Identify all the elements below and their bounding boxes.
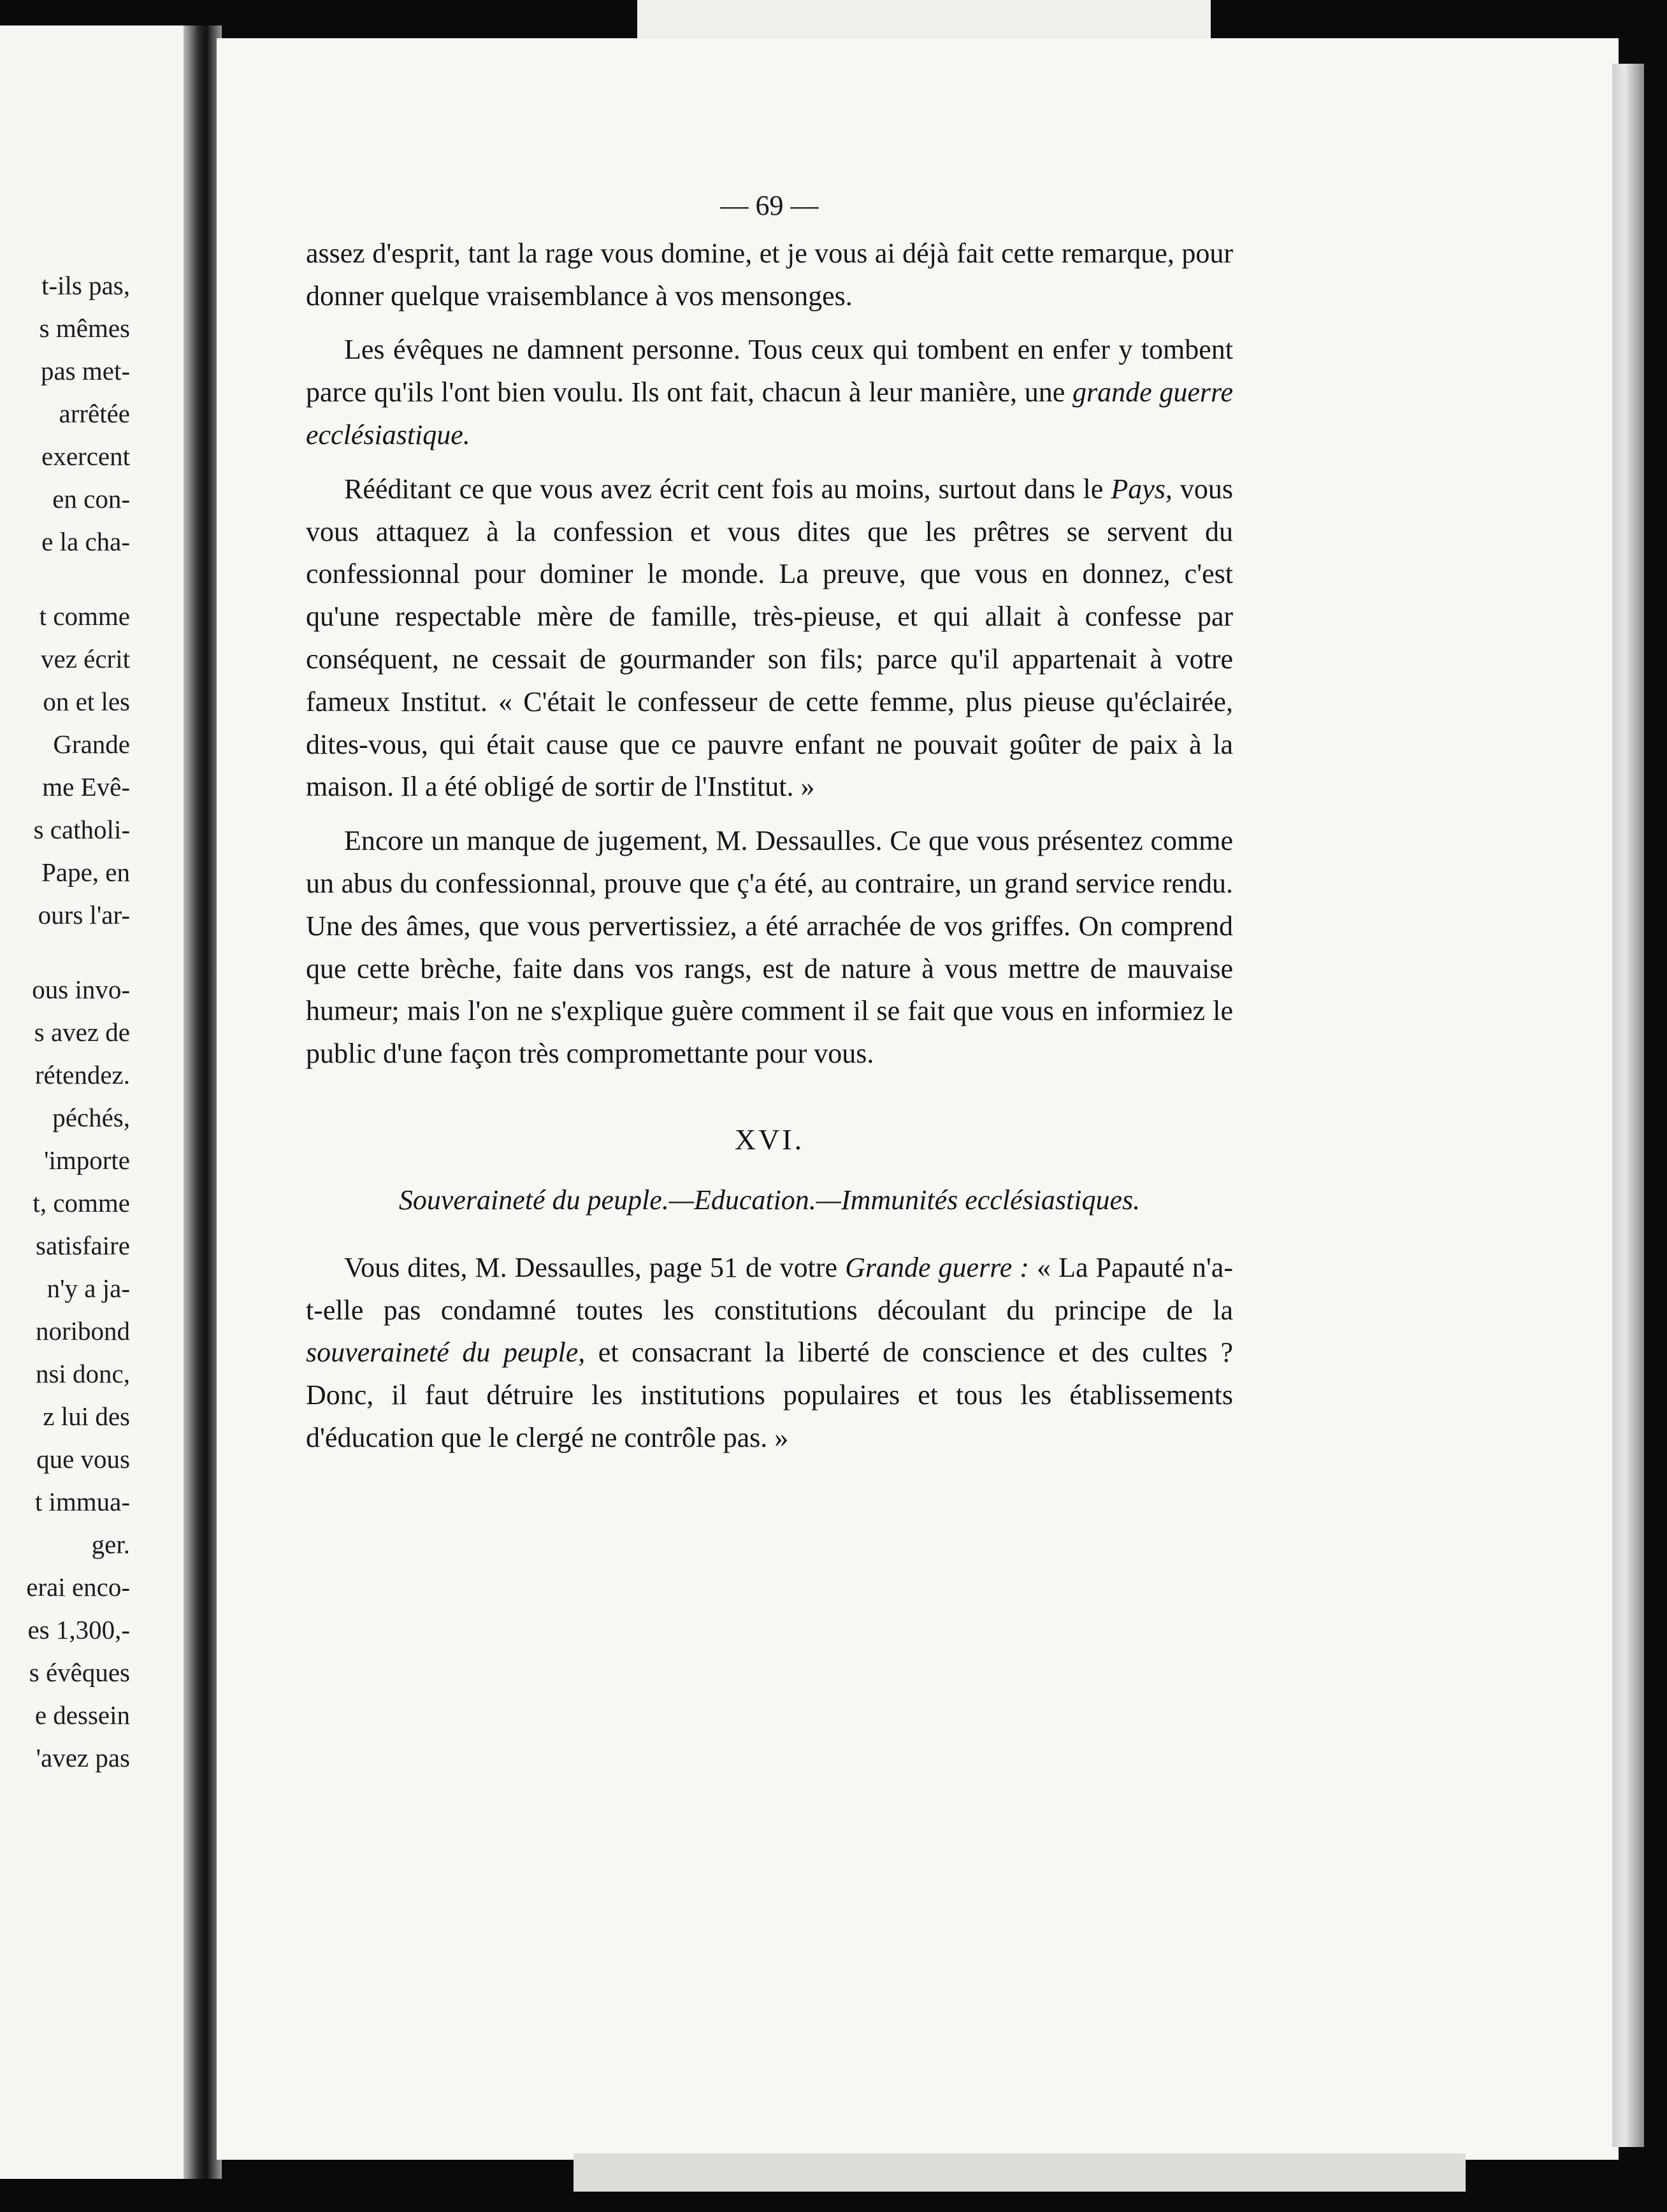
left-page-line: t comme (39, 601, 130, 631)
page-edge (1612, 64, 1644, 2147)
paragraph-2 (306, 329, 1233, 456)
left-page-line: noribond (35, 1316, 130, 1346)
paragraph-5-part3: et consacrant la liberté de conscience et des cultes ? Donc, il faut détruire les institutions populaires et tous les établissements d'éducation que le clergé ne contrôle pas. » (306, 1337, 1233, 1453)
paragraph-5-part1: Vous dites, M. Dessaulles, page 51 de votre (344, 1251, 846, 1283)
left-page-line: es 1,300,- (27, 1615, 130, 1644)
paragraph-4: Encore un manque de jugement, M. Dessaulles. Ce que vous présentez comme un abus du confessionnal, prouve que ç'a été, au contraire, un grand service rendu. Une des âmes, que vous pervertissiez, a été arrachée de vos griffes. On comprend que cette brèche, faite dans vos rangs, est de nature à vous mettre de mauvaise humeur; mais l'on ne s'explique guère comment il se fait que vous en informiez le public d'une façon très compromettante pour vous. (306, 825, 1233, 1070)
paragraph-3 (306, 468, 1233, 808)
left-page-line: nsi donc, (35, 1359, 130, 1388)
left-page-line: arrêtée (59, 399, 130, 428)
left-page-line: s avez de (34, 1017, 130, 1047)
left-page-line: t immua- (34, 1487, 130, 1516)
paragraph-5-italic1: Grande guerre : (845, 1251, 1029, 1283)
left-page-line: ours l'ar- (38, 900, 130, 930)
left-page-line: que vous (36, 1444, 130, 1474)
left-page-line: ous invo- (32, 975, 130, 1004)
left-page-line: e la cha- (41, 527, 130, 556)
left-page-line: t-ils pas, (41, 271, 130, 300)
section-number: XVI. (734, 1123, 805, 1156)
left-page-line: ger. (91, 1530, 130, 1559)
left-page-line: me Evê- (42, 772, 130, 801)
left-page-line: on et les (43, 687, 130, 716)
book-gutter (184, 25, 222, 2179)
paragraph-5-italic2: souveraineté du peuple, (306, 1337, 586, 1368)
paragraph-5-part2: « La Papauté n'a-t-elle pas condamné toutes les constitutions découlant du principe de la (306, 1251, 1233, 1326)
left-page-line: pas met- (40, 356, 130, 385)
paragraph-2-italic: grande guerre ecclésiastique. (306, 377, 1233, 450)
scan-bottom-strip (574, 2153, 1466, 2192)
paragraph-2-text: Les évêques ne damnent personne. Tous ceux qui tombent en enfer y tombent parce qu'ils l'ont bien voulu. Ils ont fait, chacun à leur manière, une (306, 334, 1233, 408)
page-number: — 69 — (720, 190, 819, 221)
paragraph-5 (306, 1247, 1233, 1460)
left-page-line: exercent (41, 442, 130, 471)
left-page-line: Pape, en (41, 858, 130, 887)
left-page-line: satisfaire (36, 1231, 130, 1260)
left-page-line: s mêmes (39, 313, 130, 343)
left-page-line: n'y a ja- (47, 1274, 130, 1303)
left-page-line: s évêques (29, 1658, 130, 1687)
left-page-line (0, 937, 130, 968)
left-page-line: Grande (53, 729, 130, 759)
left-page-line: rétendez. (34, 1060, 130, 1089)
left-page-text (0, 264, 130, 1779)
paragraph-3-italic: Pays, (1111, 473, 1173, 505)
left-facing-page (0, 25, 191, 2179)
left-page-line: z lui des (43, 1402, 130, 1431)
left-page-line: t, comme (32, 1188, 130, 1217)
left-page-line: s catholi- (33, 815, 130, 844)
left-page-line: en con- (52, 484, 130, 514)
left-page-line (0, 563, 130, 595)
left-page-line: vez écrit (41, 644, 130, 673)
paragraph-3-text: Rééditant ce que vous avez écrit cent fois au moins, surtout dans le (344, 473, 1111, 505)
page-content (306, 185, 1233, 1471)
left-page-line: 'avez pas (36, 1743, 130, 1772)
scan-top-strip (637, 0, 1211, 38)
paragraph-3-after: vous vous attaquez à la confession et vous dites que les prêtres se servent du confessionnal pour dominer le monde. La preuve, que vous en donnez, c'est qu'une respectable mère de famille, très-pieuse, et qui allait à confesse par conséquent, ne cessait de gourmander son fils; parce qu'il appartenait à votre fameux Institut. « C'était le confesseur de cette femme, plus pieuse qu'éclairée, dites-vous, qui était cause que ce pauvre enfant ne pouvait goûter de paix à la maison. Il a été obligé de sortir de l'Institut. » (306, 473, 1234, 803)
left-page-line: 'importe (44, 1146, 130, 1175)
left-page-line: e dessein (34, 1700, 130, 1730)
paragraph-1: assez d'esprit, tant la rage vous domine, et je vous ai déjà fait cette remarque, pour donner quelque vraisemblance à vos mensonges. (306, 237, 1233, 312)
section-title: Souveraineté du peuple.—Education.—Immunités ecclésiastiques. (398, 1184, 1141, 1216)
left-page-line: péchés, (52, 1103, 130, 1132)
left-page-line: erai enco- (26, 1572, 130, 1602)
